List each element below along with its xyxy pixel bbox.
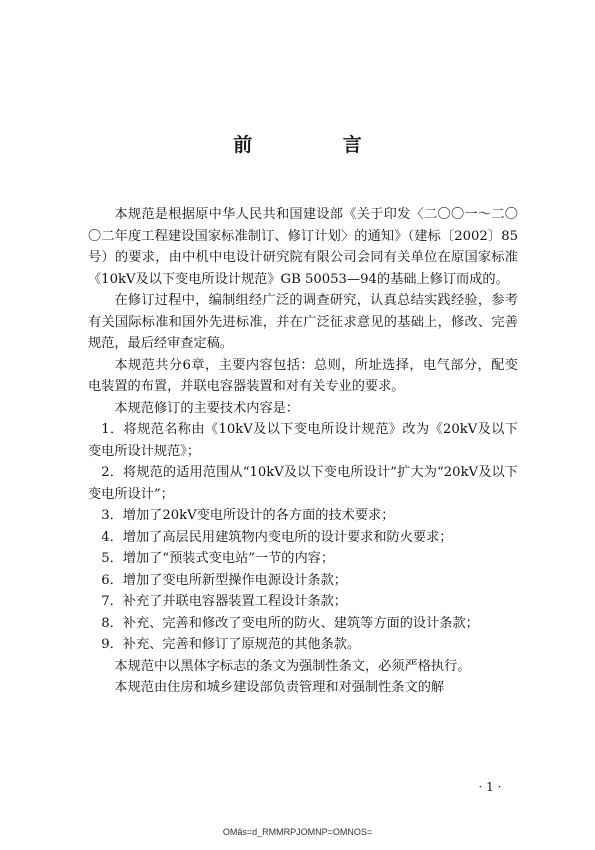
footer-watermark: OMâs=d_RMMRPJOMNP=OMNOS= [222,827,373,837]
paragraph: 本规范是根据原中华人民共和国建设部《关于印发〈二〇〇一～二〇〇二年度工程建设国家标准制订、修订计划〉的通知》（建标〔2002〕85号）的要求，由中机中电设计研究院有限公司会同有关单位在原国家标准《10kV及以下变电所设计规范》GB 50053—94的基础上修订而成的。 [88,207,518,287]
document-body [88,204,518,699]
list-item: 6．增加了变电所新型操作电源设计条款； [101,572,347,588]
paragraph: 本规范共分6章，主要内容包括：总则，所址选择，电气部分，配变电装置的布置，并联电容器装置和对有关专业的要求。 [88,357,518,394]
list-item: 2．将规范的适用范围从“10kV及以下变电所设计”扩大为“20kV及以下变电所设计”； [88,465,518,502]
list-item: 1．将规范名称由《10kV及以下变电所设计规范》改为《20kV及以下变电所设计规范》； [88,422,518,459]
page-title: 前 言 [233,134,404,156]
list-item: 9．补充、完善和修订了原规范的其他条款。 [101,637,361,652]
list-item: 7．补充了并联电容器装置工程设计条款； [101,594,347,609]
list-item: 8．补充、完善和修改了变电所的防火、建筑等方面的设计条款； [101,615,479,631]
page-number: · 1 · [478,780,502,794]
list-item: 5．增加了“预装式变电站”一节的内容； [101,551,335,566]
paragraph: 本规范由住房和城乡建设部负责管理和对强制性条文的解 [114,680,445,695]
list-item: 3．增加了20kV变电所设计的各方面的技术要求； [101,508,395,523]
paragraph: 本规范修订的主要技术内容是： [114,400,300,416]
list-item: 4．增加了高层民用建筑物内变电所的设计要求和防火要求； [101,529,453,545]
paragraph: 在修订过程中，编制组经广泛的调查研究，认真总结实践经验，参考有关国际标准和国外先进标准，并在广泛征求意见的基础上，修改、完善规范，最后经审查定稿。 [88,293,518,351]
paragraph: 本规范中以黑体字标志的条文为强制性条文，必须严格执行。 [114,658,471,674]
